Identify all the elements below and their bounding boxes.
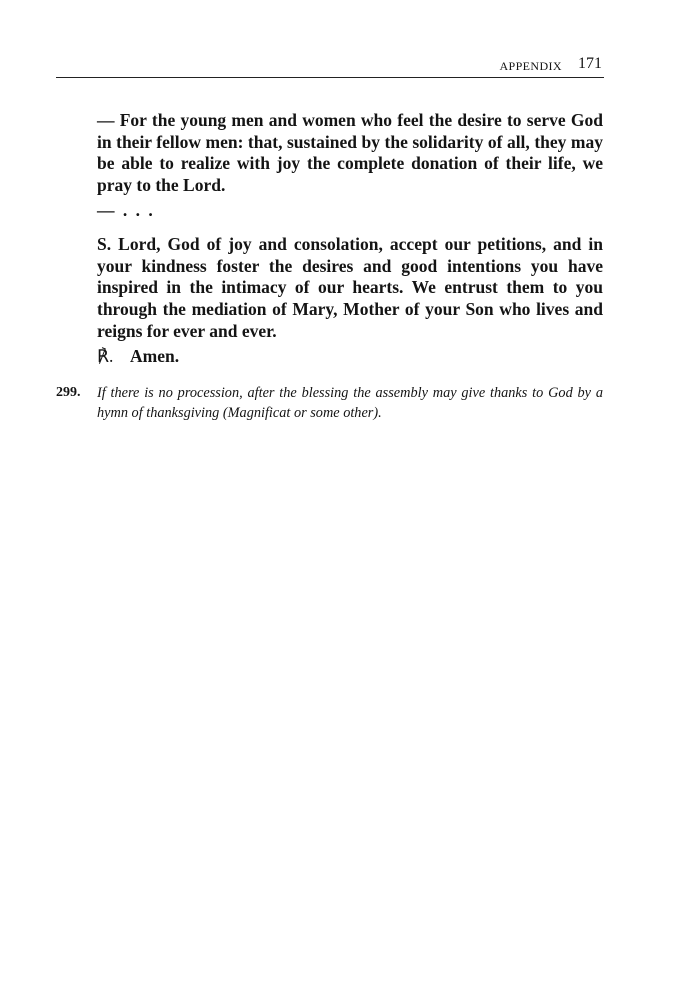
- closing-prayer-paragraph: S. Lord, God of joy and consolation, accept our petitions, and in your kindness foster the desires and good intentions you have inspired in the intimacy of our hearts. We entrust them to you through the mediation of Mary, Mother of your Son who lives and reigns for ever and ever.: [97, 234, 603, 341]
- page-number: 171: [578, 55, 602, 72]
- rubric-number: 299.: [56, 385, 81, 400]
- running-header: [56, 55, 604, 78]
- response-text: Amen.: [130, 346, 180, 366]
- response-symbol: ℟.: [97, 346, 114, 366]
- section-title: APPENDIX: [499, 59, 562, 73]
- response-line: [97, 346, 179, 368]
- ellipsis-line: — . . .: [97, 200, 155, 220]
- rubric-text: If there is no procession, after the blessing the assembly may give thanks to God by a hymn of thanksgiving (Magnificat or some other).: [97, 385, 603, 421]
- intercession-paragraph: — For the young men and women who feel the desire to serve God in their fellow men: that, sustained by the solidarity of all, they may be able to realize with joy the complete donation of their life, we pray to the Lord.: [97, 110, 603, 196]
